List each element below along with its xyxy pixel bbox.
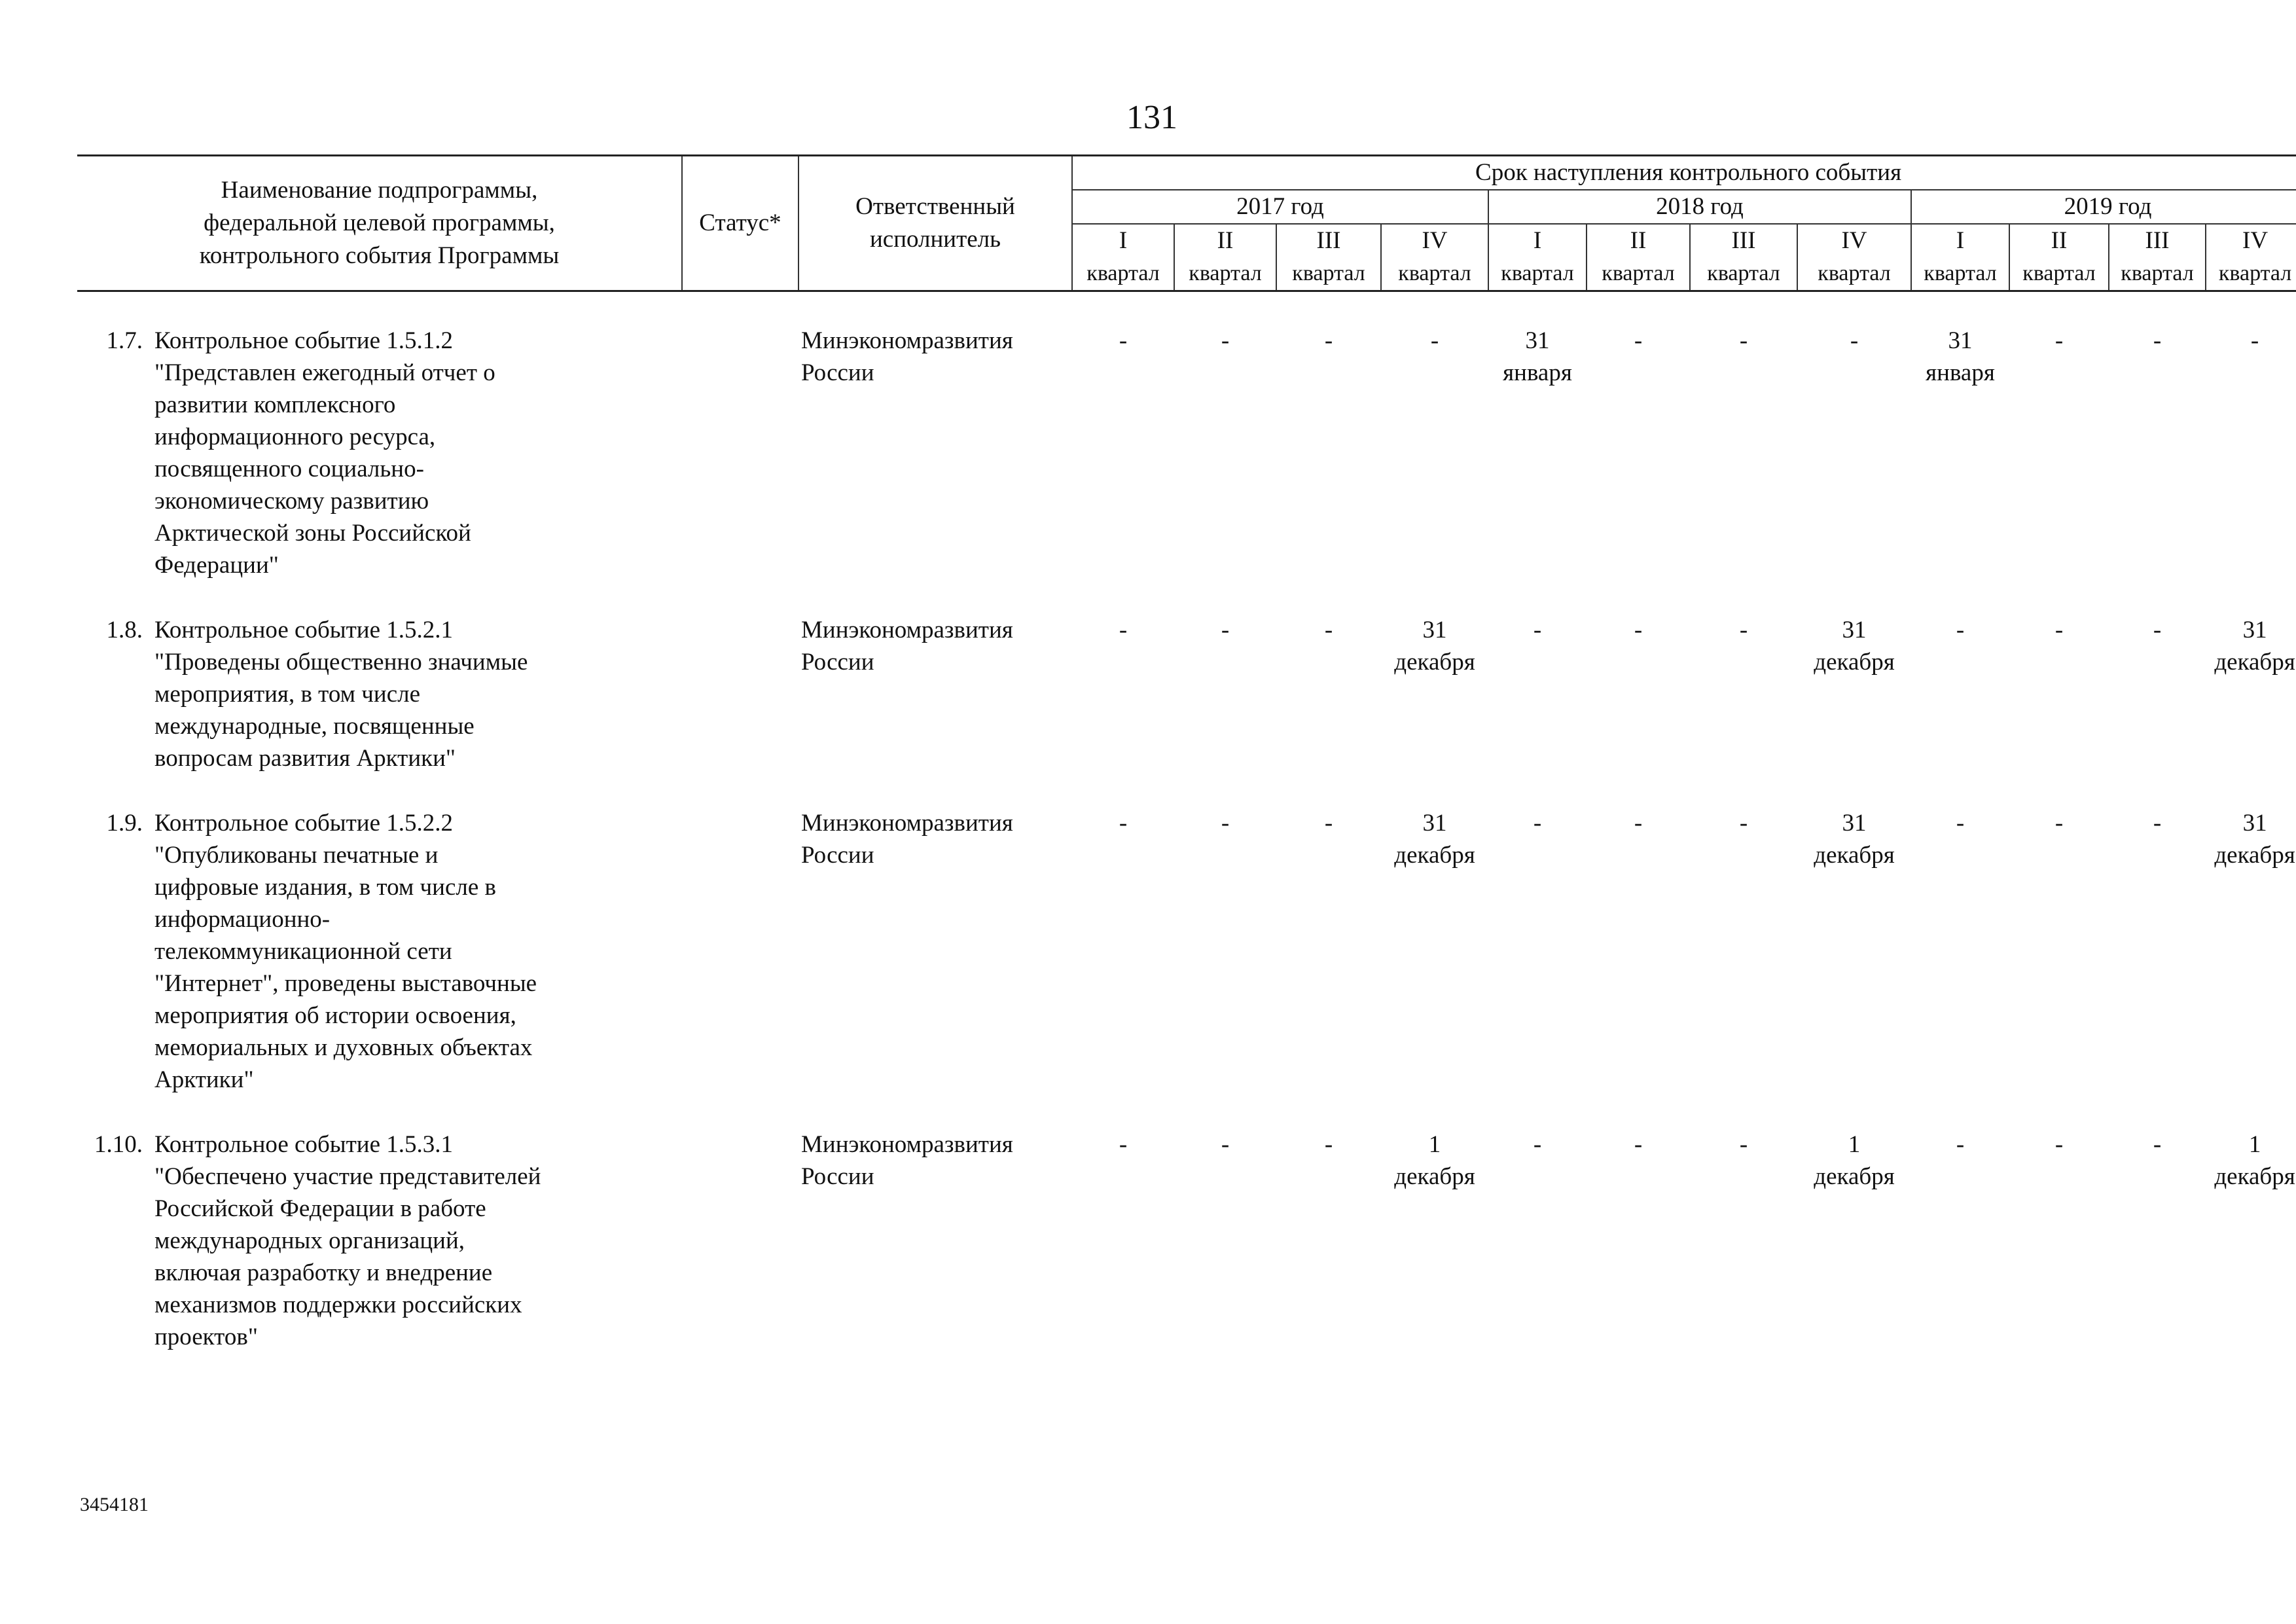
control-events-table <box>77 154 2296 1353</box>
quarter-cell: - <box>1119 617 1128 643</box>
quarter-cell: 1 декабря <box>1394 1131 1475 1190</box>
event-name: Контрольное событие 1.5.2.2 "Опубликованы печатные и цифровые издания, в том числе в информационно- телекоммуникационной сети "Интернет", проведены выставочные мероприятия об истории освоения, мемориальных и духовных объектах Арктики" <box>154 810 537 1093</box>
quarter-cell: - <box>1634 617 1643 643</box>
quarter-cell: - <box>2153 1131 2162 1158</box>
event-name: Контрольное событие 1.5.1.2 "Представлен ежегодный отчет о развитии комплексного информационного ресурса, посвященного социально- экономическому развитию Арктической зоны Российской Федерации" <box>154 327 495 579</box>
header-year-2019: 2019 год <box>1911 190 2296 224</box>
quarter-cell: - <box>1739 810 1748 837</box>
quarter-numeral: II <box>1174 224 1276 257</box>
quarter-cell: - <box>2250 327 2259 354</box>
quarter-cell: - <box>1634 1131 1643 1158</box>
quarter-cell: - <box>2054 1131 2064 1158</box>
quarter-cell: - <box>1324 810 1333 837</box>
row-number: 1.10. <box>94 1131 143 1158</box>
quarter-cell: 31 декабря <box>2214 810 2295 869</box>
quarter-numeral: III <box>1276 224 1381 257</box>
quarter-label: квартал <box>1797 257 1911 291</box>
quarter-cell: - <box>2054 617 2064 643</box>
header-year-2017: 2017 год <box>1072 190 1488 224</box>
table-row <box>77 807 2296 1096</box>
quarter-cell: - <box>1221 1131 1230 1158</box>
quarter-label: квартал <box>1381 257 1488 291</box>
quarter-cell: - <box>1850 327 1859 354</box>
quarter-cell: - <box>1119 327 1128 354</box>
quarter-numeral: I <box>1072 224 1174 257</box>
quarter-label: квартал <box>1072 257 1174 291</box>
quarter-cell: - <box>1324 327 1333 354</box>
quarter-cell: - <box>2153 327 2162 354</box>
quarter-cell: 31 декабря <box>1394 617 1475 676</box>
quarter-cell: - <box>1119 1131 1128 1158</box>
quarter-cell: - <box>1533 810 1542 837</box>
responsible-executor: Минэкономразвития России <box>801 810 1013 869</box>
event-name: Контрольное событие 1.5.3.1 "Обеспечено участие представителей Российской Федерации в работе международных организаций, включая разработку и внедрение механизмов поддержки российских проектов" <box>154 1131 541 1350</box>
quarter-cell: - <box>2153 810 2162 837</box>
header-deadline: Срок наступления контрольного события <box>1072 156 2296 190</box>
event-status <box>682 807 798 1096</box>
quarter-label: квартал <box>1488 257 1587 291</box>
header-status: Статус* <box>682 156 798 291</box>
header-name: Наименование подпрограммы, федеральной целевой программы, контрольного события Программы <box>77 156 682 291</box>
quarter-cell: - <box>1324 617 1333 643</box>
quarter-cell: 31 января <box>1503 327 1572 386</box>
row-number: 1.9. <box>106 810 143 837</box>
quarter-numeral: IV <box>1381 224 1488 257</box>
row-number: 1.8. <box>106 617 143 643</box>
quarter-numeral: I <box>1488 224 1587 257</box>
quarter-cell: - <box>1739 1131 1748 1158</box>
quarter-label: квартал <box>1911 257 2009 291</box>
table-header <box>77 156 2296 291</box>
event-status <box>682 1128 798 1353</box>
quarter-cell: 31 декабря <box>2214 617 2295 676</box>
quarter-numeral: I <box>1911 224 2009 257</box>
event-status <box>682 614 798 774</box>
quarter-label: квартал <box>2109 257 2206 291</box>
quarter-cell: - <box>1533 617 1542 643</box>
quarter-cell: - <box>1119 810 1128 837</box>
quarter-cell: 31 декабря <box>1814 617 1895 676</box>
quarter-cell: 31 декабря <box>1814 810 1895 869</box>
quarter-cell: 31 декабря <box>1394 810 1475 869</box>
quarter-cell: - <box>1956 810 1965 837</box>
quarter-numeral: IV <box>1797 224 1911 257</box>
quarter-numeral: III <box>2109 224 2206 257</box>
quarter-numeral: II <box>2009 224 2109 257</box>
quarter-cell: - <box>2054 810 2064 837</box>
quarter-numeral: II <box>1587 224 1690 257</box>
document-id: 3454181 <box>80 1494 149 1515</box>
quarter-cell: 31 января <box>1926 327 1995 386</box>
quarter-label: квартал <box>1690 257 1797 291</box>
quarter-cell: - <box>1221 810 1230 837</box>
quarter-cell: - <box>1956 617 1965 643</box>
quarter-cell: - <box>1221 617 1230 643</box>
quarter-cell: - <box>1324 1131 1333 1158</box>
quarter-cell: 1 декабря <box>2214 1131 2295 1190</box>
quarter-cell: - <box>2153 617 2162 643</box>
quarter-cell: - <box>1221 327 1230 354</box>
quarter-cell: - <box>1634 810 1643 837</box>
row-number: 1.7. <box>106 327 143 354</box>
quarter-cell: - <box>1430 327 1439 354</box>
quarter-label: квартал <box>2206 257 2296 291</box>
quarter-cell: - <box>1739 327 1748 354</box>
quarter-label: квартал <box>1276 257 1381 291</box>
table-row <box>77 325 2296 581</box>
table-row <box>77 1128 2296 1353</box>
quarter-numeral: III <box>1690 224 1797 257</box>
responsible-executor: Минэкономразвития России <box>801 1131 1013 1190</box>
quarter-cell: - <box>1634 327 1643 354</box>
header-year-2018: 2018 год <box>1488 190 1911 224</box>
event-name: Контрольное событие 1.5.2.1 "Проведены общественно значимые мероприятия, в том числе международные, посвященные вопросам развития Арктики" <box>154 617 528 772</box>
quarter-cell: - <box>1533 1131 1542 1158</box>
table-row <box>77 614 2296 774</box>
quarter-label: квартал <box>1587 257 1690 291</box>
quarter-label: квартал <box>2009 257 2109 291</box>
event-status <box>682 325 798 581</box>
header-responsible: Ответственный исполнитель <box>798 156 1072 291</box>
quarter-cell: - <box>1739 617 1748 643</box>
responsible-executor: Минэкономразвития России <box>801 327 1013 386</box>
quarter-cell: - <box>2054 327 2064 354</box>
quarter-cell: 1 декабря <box>1814 1131 1895 1190</box>
quarter-label: квартал <box>1174 257 1276 291</box>
quarter-cell: - <box>1956 1131 1965 1158</box>
responsible-executor: Минэкономразвития России <box>801 617 1013 676</box>
page-number: 131 <box>1126 99 1177 136</box>
table-body <box>77 291 2296 1354</box>
quarter-numeral: IV <box>2206 224 2296 257</box>
